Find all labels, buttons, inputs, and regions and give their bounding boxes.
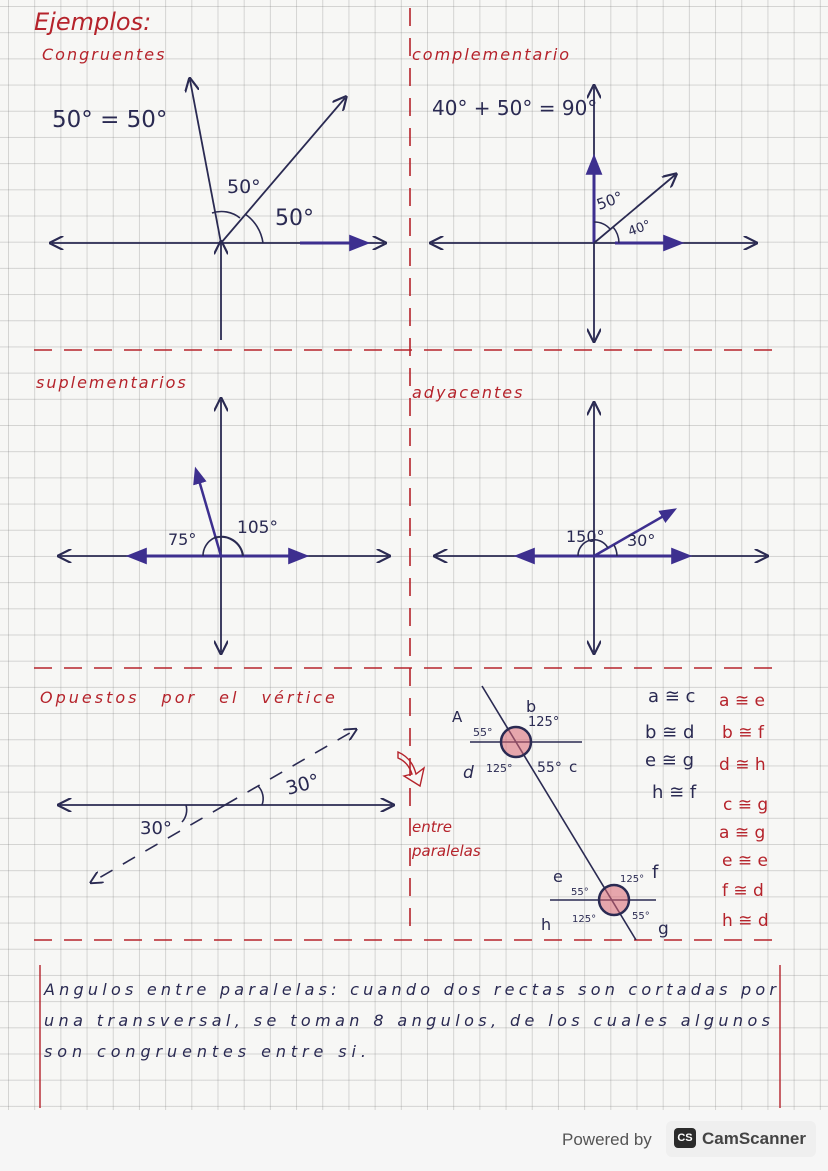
upper-angle-tr: 125°	[528, 715, 560, 730]
relation-red-4: c ≅ g	[723, 795, 769, 815]
definition-line-1: Angulos entre paralelas: cuando dos rectas son cortadas por	[44, 980, 776, 999]
complementario-angle-a: 50°	[594, 187, 626, 214]
congruentes-diagram	[42, 45, 384, 340]
opuestos-diagram	[40, 688, 392, 882]
adyacentes-heading: adyacentes	[412, 383, 525, 402]
congruentes-angle-b: 50°	[275, 206, 314, 231]
powered-by-text: Powered by	[562, 1130, 652, 1149]
relation-red-2: b ≅ f	[722, 723, 764, 743]
definition-line-3: son congruentes entre si.	[44, 1042, 366, 1061]
relations-red	[719, 691, 769, 931]
complementario-equation: 40° + 50° = 90°	[432, 96, 598, 120]
definition-line-2: una transversal, se toman 8 angulos, de los cuales algunos	[44, 1011, 770, 1030]
congruentes-equation: 50° = 50°	[52, 107, 168, 133]
label-c: c	[569, 758, 578, 776]
camscanner-badge-icon: CS	[674, 1128, 696, 1148]
label-f: f	[652, 862, 659, 883]
label-g: g	[658, 919, 669, 939]
relation-red-8: h ≅ d	[722, 911, 769, 931]
label-e: e	[553, 867, 563, 886]
paralelas-caption-1: entre	[412, 818, 453, 836]
red-arrow-icon	[398, 752, 424, 786]
relation-red-3: d ≅ h	[719, 755, 766, 775]
relation-black-1: a ≅ c	[648, 686, 696, 707]
suplementarios-angle-b: 105°	[237, 518, 278, 538]
page-title: Ejemplos:	[34, 8, 152, 36]
relation-red-1: a ≅ e	[719, 691, 765, 711]
upper-angle-bl: 125°	[486, 762, 513, 775]
relation-black-4: h ≅ f	[652, 782, 697, 803]
paralelas-caption-2: paralelas	[412, 842, 481, 860]
relation-red-6: e ≅ e	[722, 851, 768, 871]
label-A: A	[452, 708, 463, 726]
relations-black	[645, 686, 697, 803]
adyacentes-angle-a: 150°	[566, 527, 605, 546]
complementario-angle-b: 40°	[626, 217, 654, 240]
suplementarios-heading: suplementarios	[36, 373, 188, 392]
opuestos-angle-a: 30°	[140, 818, 172, 839]
upper-angle-br: 55°	[537, 760, 562, 776]
suplementarios-diagram	[36, 373, 388, 652]
camscanner-brand: CamScanner	[702, 1129, 806, 1148]
adyacentes-diagram	[412, 383, 766, 652]
suplementarios-angle-a: 75°	[168, 530, 197, 549]
adyacentes-angle-b: 30°	[627, 531, 656, 550]
complementario-heading: complementario	[412, 45, 572, 64]
congruentes-heading: Congruentes	[42, 45, 167, 64]
upper-angle-tl: 55°	[473, 726, 493, 739]
lower-angle-tr: 125°	[620, 874, 645, 885]
paralelas-diagram	[398, 686, 669, 940]
label-b: b	[526, 697, 537, 716]
relation-black-3: e ≅ g	[645, 750, 695, 771]
opuestos-angle-b: 30°	[283, 769, 322, 800]
relation-red-5: a ≅ g	[719, 823, 766, 843]
label-d: d	[463, 763, 474, 783]
lower-angle-br: 55°	[632, 911, 650, 922]
relation-red-7: f ≅ d	[722, 881, 764, 901]
congruentes-angle-a: 50°	[227, 176, 261, 198]
lower-angle-bl: 125°	[572, 914, 597, 925]
lower-angle-tl: 55°	[571, 887, 589, 898]
definition	[43, 980, 777, 1061]
opuestos-heading: Opuestos por el vértice	[40, 688, 338, 707]
complementario-diagram	[412, 45, 755, 340]
label-h: h	[541, 915, 552, 934]
relation-black-2: b ≅ d	[645, 722, 695, 743]
